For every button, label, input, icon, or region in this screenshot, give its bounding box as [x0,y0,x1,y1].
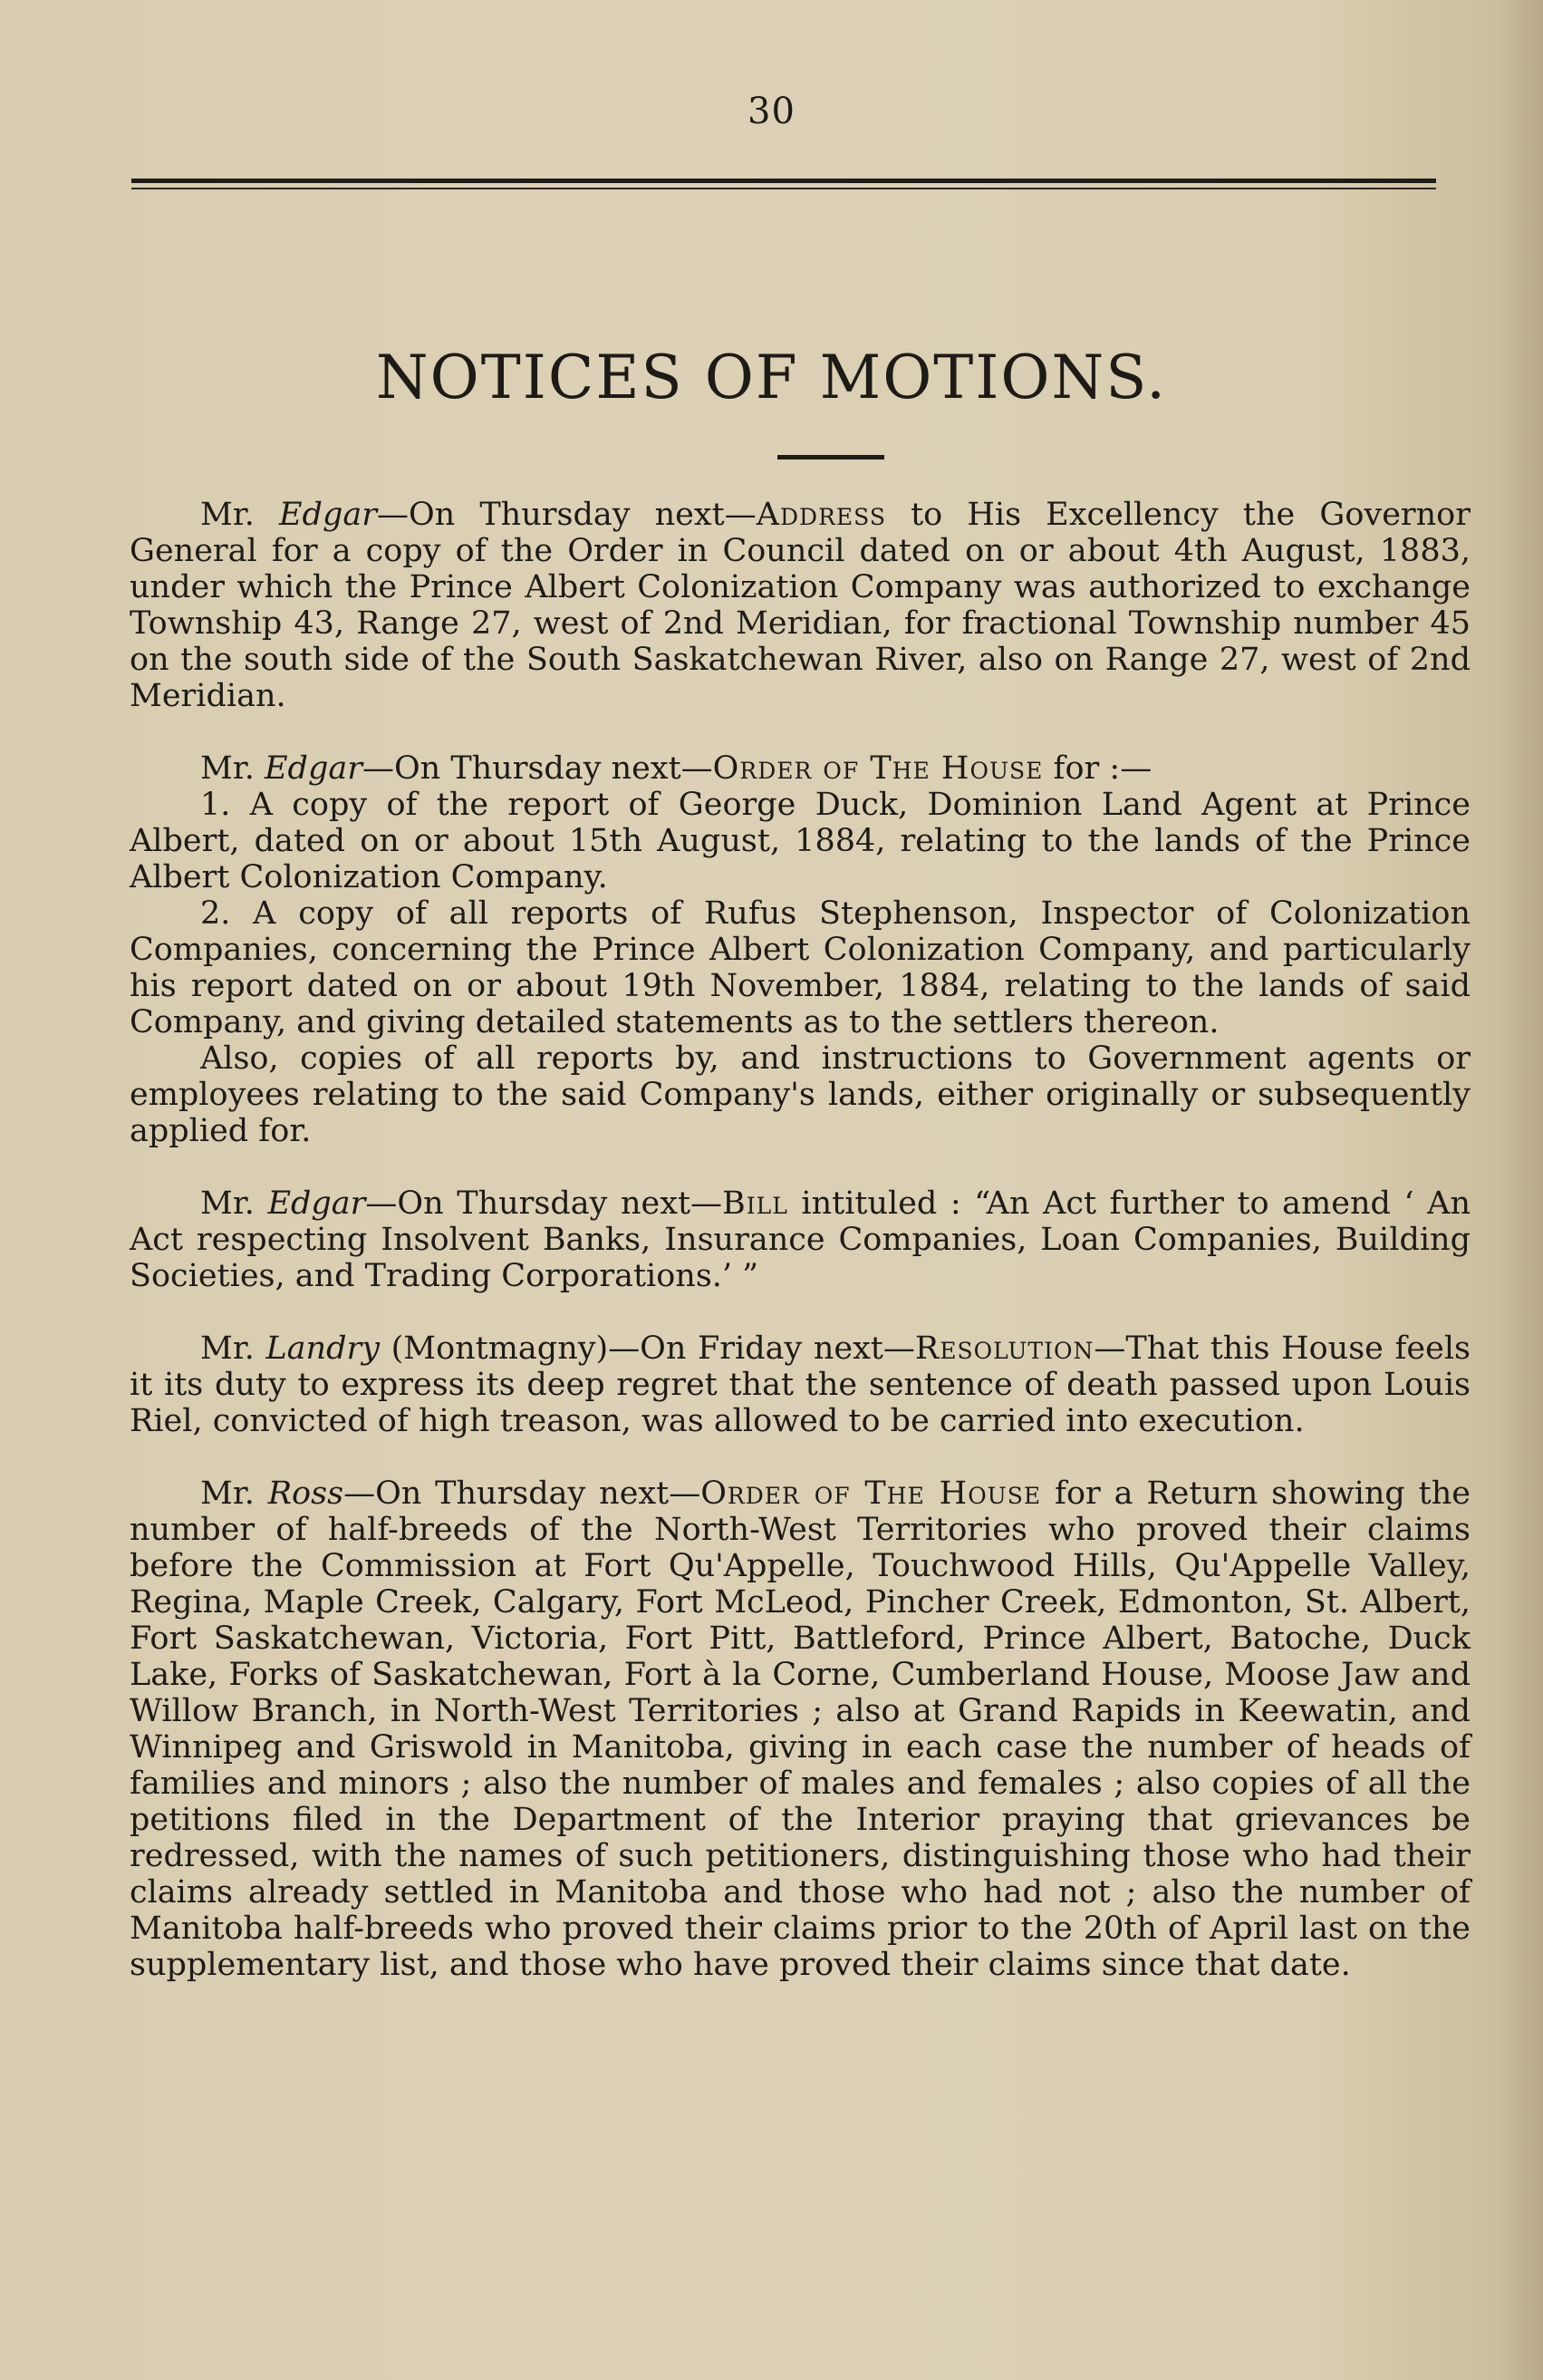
motion-kind: Resolution [914,1330,1095,1367]
motion-text: for a Return showing the number of half-breeds of the North-West Territories who proved their claims before the Commission at Fort Qu'Appelle, Touchwood Hills, Qu'Appelle Valley, Regina, Maple Creek, Calgary, Fort McLeod, Pincher Creek, Edmonton, St. Albert, Fort Saskatchewan, Victoria, Fort Pitt, Battleford, Prince Albert, Batoche, Duck Lake, Forks of Saskatchewan, Fort à la Corne, Cumberland House, Moose Jaw and Willow Branch, in North-West Territories ; also at Grand Rapids in Keewatin, and Winnipeg and Griswold in Manitoba, giving in each case the number of heads of families and minors ; also the number of males and females ; also copies of all the petitions filed in the Department of the Interior praying that grievances be redressed, with the names of such petitioners, distinguishing those who had their claims already settled in Manitoba and those who had not ; also the number of Manitoba half-breeds who proved their claims prior to the 20th of April last on the supplementary list, and those who have proved their claims since that date. [130,1475,1471,1983]
motion-text: to His Excellency the Governor General for a copy of the Order in Council dated on or about 4th August, 1883, under which the Prince Albert Colonization Company was authorized to exchange Township 43, Range 27, west of 2nd Meridian, for fractional Township number 45 on the south side of the South Saskatchewan River, also on Range 27, west of 2nd Meridian. [130,497,1471,714]
motion-prefix: Mr. [200,750,265,787]
motion-prefix: Mr. [200,497,279,533]
motion-item: 2. A copy of all reports of Rufus Stephenson, Inspector of Colonization Companies, concerning the Prince Albert Colonization Company, and particularly his report dated on or about 19th November, 1884, relating to the lands of said Company, and giving detailed statements as to the settlers thereon. [130,895,1471,1040]
page-title: NOTICES OF MOTIONS. [375,343,1168,412]
member-name: Landry [265,1330,380,1367]
motion-lead: —On Thursday next— [365,1185,723,1222]
motion-prefix: Mr. [200,1330,266,1367]
member-name: Edgar [267,1185,366,1222]
motion-kind: Address [756,497,886,533]
member-name: Edgar [279,497,377,533]
motions-body [130,497,1471,2019]
motion-paragraph [130,1185,1471,1294]
motion-kind: Order of The House [700,1475,1042,1512]
motion-prefix: Mr. [200,1475,268,1512]
motion-paragraph [130,497,1471,714]
motion-1 [130,497,1471,714]
motion-2 [130,750,1471,1149]
motion-kind: Order of The House [712,750,1044,787]
motion-lead: —On Thursday next— [343,1475,701,1512]
motion-lead: (Montmagny)—On Friday next— [380,1330,915,1367]
motion-paragraph [130,750,1471,787]
title-rule [777,455,884,460]
member-name: Ross [267,1475,344,1512]
motion-item: Also, copies of all reports by, and instructions to Government agents or employees relating to the said Company's lands, either originally or subsequently applied for. [130,1040,1471,1149]
motion-lead: —On Thursday next— [362,750,713,787]
motion-3 [130,1185,1471,1294]
motion-item: 1. A copy of the report of George Duck, Dominion Land Agent at Prince Albert, dated on or about 15th August, 1884, relating to the lands of the Prince Albert Colonization Company. [130,787,1471,895]
motion-4 [130,1330,1471,1439]
motion-paragraph [130,1330,1471,1439]
motion-prefix: Mr. [200,1185,268,1222]
motion-text: for :— [1043,750,1152,787]
page-number: 30 [747,91,796,132]
motion-lead: —On Thursday next— [376,497,757,533]
header-rule-thin [131,188,1436,189]
member-name: Edgar [264,750,362,787]
header-rule-thick [131,179,1436,183]
motion-kind: Bill [722,1185,788,1222]
motion-text: —That this House feels it its duty to express its deep regret that the sentence of death passed upon Louis Riel, convicted of high treason, was allowed to be carried into execution. [130,1330,1471,1439]
motion-text: intituled : “An Act further to amend ‘ An Act respecting Insolvent Banks, Insurance Companies, Loan Companies, Building Societies, and Trading Corporations.’ ” [130,1185,1471,1294]
motion-paragraph [130,1475,1471,1983]
motion-5 [130,1475,1471,1983]
